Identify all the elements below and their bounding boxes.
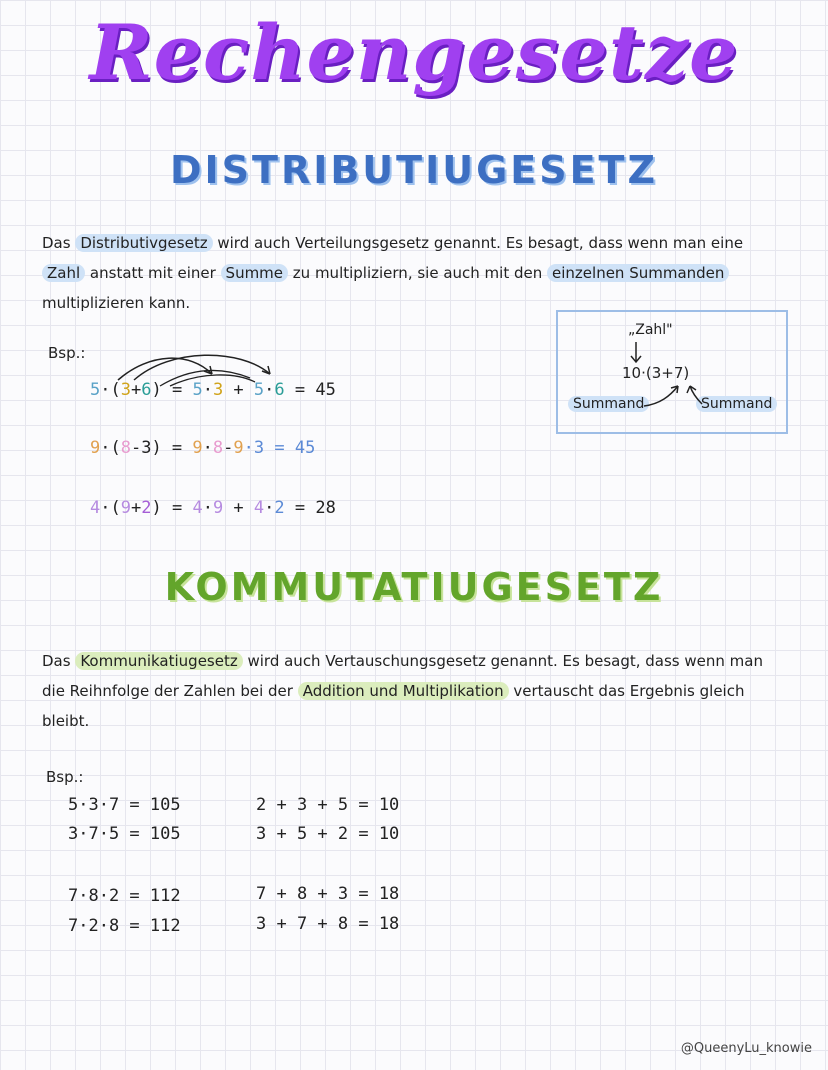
term: 2	[141, 498, 152, 518]
term: 8	[120, 438, 131, 458]
kommutativ-mult-example: 7·2·8 = 112	[68, 916, 181, 936]
result: = 45	[284, 380, 336, 400]
term: 9	[120, 498, 131, 518]
text: multiplizieren kann.	[42, 294, 191, 312]
distributiv-example-1	[90, 380, 336, 400]
kommutativ-description	[42, 646, 782, 736]
term: 2	[274, 498, 285, 518]
term: 3	[212, 380, 224, 400]
text: wird auch Vertauschungsgesetz genannt. Es besagt, dass wenn man die Reihnfolge der Zahlen bei der	[42, 652, 763, 700]
text: Das	[42, 652, 76, 670]
symbol: +	[223, 380, 254, 400]
kommutativ-add-example: 3 + 5 + 2 = 10	[256, 824, 400, 844]
factor: 4	[192, 498, 203, 518]
distributiv-example-2	[90, 438, 315, 458]
kommutativ-add-example: 2 + 3 + 5 = 10	[256, 795, 400, 815]
factor: 5	[90, 380, 101, 400]
zahl-label: „Zahl"	[628, 322, 673, 338]
kommutativ-add-example: 3 + 7 + 8 = 18	[256, 914, 400, 934]
symbol: ·	[264, 498, 275, 518]
symbol: ·	[202, 498, 213, 518]
symbol: -	[223, 438, 234, 458]
term: ·3 = 45	[243, 438, 316, 458]
distributiv-heading: DISTRIBUTIUGESETZ	[169, 148, 659, 192]
symbol: +	[130, 498, 142, 518]
summand-arrows	[640, 380, 740, 410]
author-credit: @QueenyLu_knowie	[680, 1041, 812, 1056]
distributiv-description	[42, 228, 782, 318]
kommutativ-mult-example: 3·7·5 = 105	[68, 824, 181, 844]
diagram-expression: 10·(3+7)	[622, 364, 690, 382]
symbol: ·(	[100, 438, 121, 458]
term: 3	[120, 380, 131, 400]
example-label: Bsp.:	[46, 768, 84, 786]
symbol: ) =	[151, 498, 193, 518]
example-label: Bsp.:	[48, 344, 86, 362]
factor: 4	[90, 498, 101, 518]
text: anstatt mit einer	[85, 264, 221, 282]
symbol: ·	[264, 380, 275, 400]
term: 6	[274, 380, 285, 400]
summand-right-text: Summand	[696, 396, 777, 412]
highlight-term: einzelnen Summanden	[547, 264, 729, 282]
page-title: Rechengesetze	[89, 8, 739, 97]
highlight-term: Kommunikatiugesetz	[75, 652, 242, 670]
factor: 9	[90, 438, 101, 458]
summand-left-label	[568, 396, 649, 412]
symbol: +	[223, 498, 254, 518]
factor: 5	[253, 380, 265, 400]
factor: 5	[192, 380, 203, 400]
text: vertauscht das Ergebnis gleich bleibt.	[42, 682, 745, 730]
highlight-term: Summe	[221, 264, 288, 282]
term: 6	[141, 380, 152, 400]
symbol: ·(	[100, 498, 121, 518]
term: 9	[212, 498, 224, 518]
text: Das	[42, 234, 76, 252]
symbol: ·	[202, 438, 213, 458]
kommutativ-mult-example: 7·8·2 = 112	[68, 886, 181, 906]
text: zu multipliziern, sie auch mit den	[288, 264, 548, 282]
down-arrow-icon	[628, 340, 648, 366]
text: wird auch Verteilungsgesetz genannt. Es besagt, dass wenn man eine	[212, 234, 744, 252]
highlight-term: Addition und Multiplikation	[298, 682, 509, 700]
factor: 9	[192, 438, 203, 458]
highlight-term: Zahl	[42, 264, 85, 282]
symbol: ·(	[100, 380, 121, 400]
symbol: ) =	[151, 380, 193, 400]
result: = 28	[284, 498, 336, 518]
highlight-term: Distributivgesetz	[75, 234, 212, 252]
kommutativ-mult-example: 5·3·7 = 105	[68, 795, 181, 815]
term: 8	[212, 438, 224, 458]
summand-left-text: Summand	[568, 396, 649, 412]
distributiv-example-3	[90, 498, 336, 518]
symbol: +	[130, 380, 142, 400]
kommutativ-heading: KOMMUTATIUGESETZ	[164, 565, 664, 609]
kommutativ-add-example: 7 + 8 + 3 = 18	[256, 884, 400, 904]
factor: 4	[253, 498, 265, 518]
factor: 9	[233, 438, 244, 458]
symbol: ·	[202, 380, 213, 400]
symbol: -3) =	[130, 438, 193, 458]
